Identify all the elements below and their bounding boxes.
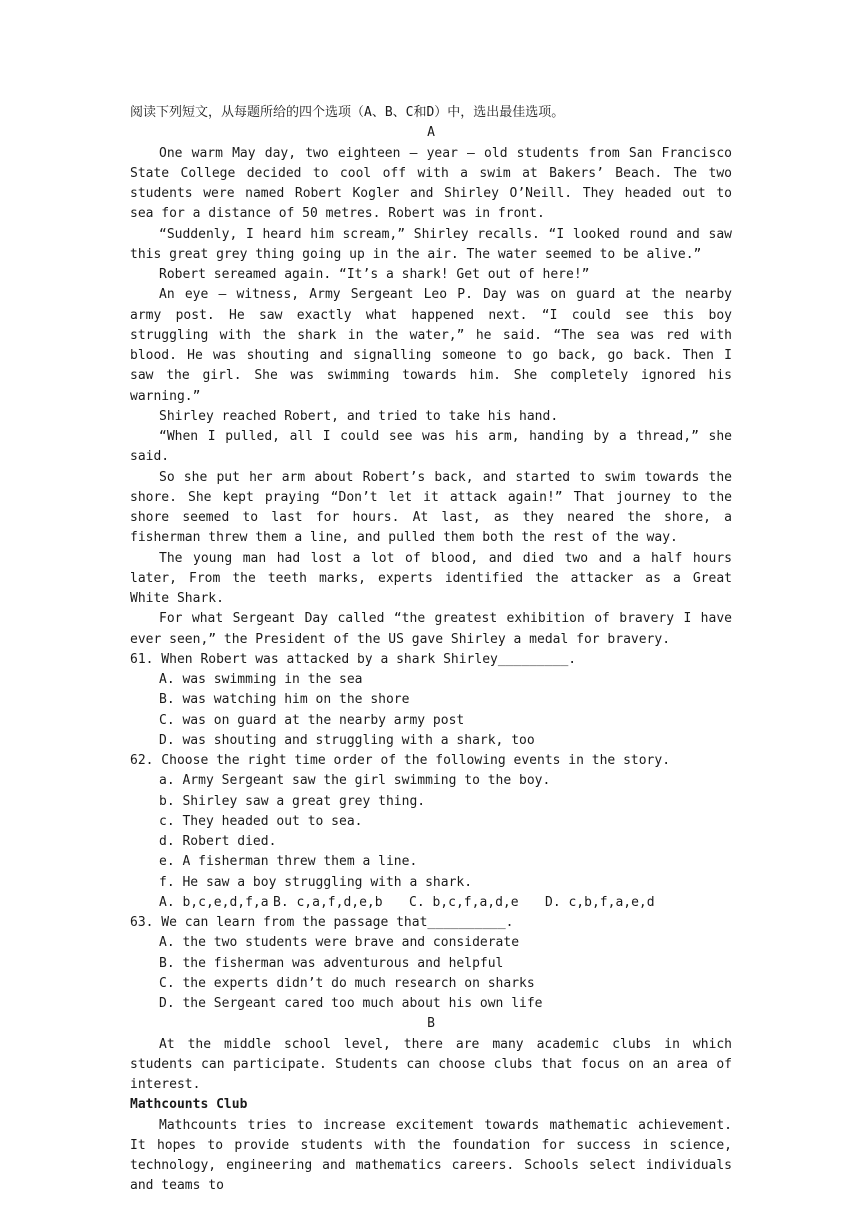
section-a-letter: A bbox=[427, 125, 435, 141]
passage-a-paragraph-1: One warm May day, two eighteen – year – old students from San Francisco State College decided to cool off with a swim at Bakers’ Beach. The two students were named Robert Kogler and Shirley O’Neill. They headed out to sea for a distance of 50 metres. Robert was in front. bbox=[130, 145, 732, 222]
passage-a-paragraph-6: “When I pulled, all I could see was his arm, handing by a thread,” she said. bbox=[130, 429, 732, 465]
passage-b-intro: At the middle school level, there are many academic clubs in which students can participate. Students can choose clubs that focus on an area of interest. bbox=[130, 1036, 732, 1092]
question-62-event-b: b. Shirley saw a great grey thing. bbox=[159, 793, 426, 809]
instruction-text: 阅读下列短文，从每题所给的四个选项（A、B、C和D）中，选出最佳选项。 bbox=[130, 105, 565, 120]
passage-a-paragraph-9: For what Sergeant Day called “the greatest exhibition of bravery I have ever seen,” the President of the US gave Shirley a medal for bravery. bbox=[130, 611, 732, 647]
mathcounts-club-heading: Mathcounts Club bbox=[130, 1097, 248, 1113]
question-62-option-d: D. c,b,f,a,e,d bbox=[545, 894, 655, 910]
question-63-option-b: B. the fisherman was adventurous and helpful bbox=[159, 955, 504, 971]
question-63-stem: 63. We can learn from the passage that__________. bbox=[130, 915, 514, 930]
question-61-option-a: A. was swimming in the sea bbox=[159, 672, 363, 687]
question-62-options bbox=[130, 893, 732, 913]
question-62-event-a: a. Army Sergeant saw the girl swimming to the boy. bbox=[159, 773, 551, 789]
question-62-option-a: A. b,c,e,d,f,a bbox=[159, 894, 269, 910]
question-63-option-c: C. the experts didn’t do much research on sharks bbox=[159, 975, 535, 991]
passage-a-paragraph-7: So she put her arm about Robert’s back, and started to swim towards the shore. She kept praying “Don’t let it attack again!” That journey to the shore seemed to last for hours. At last, as they neared the shore, a fisherman threw them a line, and pulled them both the rest of the way. bbox=[130, 469, 732, 546]
question-62-stem: 62. Choose the right time order of the following events in the story. bbox=[130, 753, 671, 768]
question-61-option-c: C. was on guard at the nearby army post bbox=[159, 712, 465, 728]
question-62-event-c: c. They headed out to sea. bbox=[159, 813, 363, 829]
passage-a-paragraph-5: Shirley reached Robert, and tried to take his hand. bbox=[159, 408, 559, 424]
question-62-option-b: B. c,a,f,d,e,b bbox=[273, 894, 383, 910]
question-61-option-b: B. was watching him on the shore bbox=[159, 692, 410, 708]
question-62-event-e: e. A fisherman threw them a line. bbox=[159, 854, 418, 870]
passage-a-paragraph-3: Robert sereamed again. “It’s a shark! Get out of here!” bbox=[159, 267, 590, 282]
passage-a-paragraph-2: “Suddenly, I heard him scream,” Shirley recalls. “I looked round and saw this great grey thing going up in the air. The water seemed to be alive.” bbox=[130, 226, 732, 262]
question-62-option-c: C. b,c,f,a,d,e bbox=[409, 894, 519, 910]
question-61-stem: 61. When Robert was attacked by a shark Shirley_________. bbox=[130, 651, 577, 667]
passage-a-paragraph-4: An eye – witness, Army Sergeant Leo P. Day was on guard at the nearby army post. He saw exactly what happened next. “I could see this boy struggling with the shark in the water,” he said. “The sea was red with blood. He was shouting and signalling someone to go back, go back. Then I saw the girl. She was swimming towards him. She completely ignored his warning.” bbox=[130, 287, 732, 404]
section-b-letter: B bbox=[427, 1016, 435, 1032]
question-63-option-a: A. the two students were brave and considerate bbox=[159, 935, 520, 951]
question-62-event-d: d. Robert died. bbox=[159, 834, 277, 849]
passage-a-paragraph-8: The young man had lost a lot of blood, and died two and a half hours later, From the teeth marks, experts identified the attacker as a Great White Shark. bbox=[130, 550, 732, 606]
question-62-event-f: f. He saw a boy struggling with a shark. bbox=[159, 874, 473, 890]
document-page bbox=[130, 103, 732, 1197]
passage-b-paragraph-1: Mathcounts tries to increase excitement towards mathematic achievement. It hopes to provide students with the foundation for success in science, technology, engineering and mathematics careers. Schools select individuals and teams to bbox=[130, 1117, 732, 1194]
question-61-option-d: D. was shouting and struggling with a shark, too bbox=[159, 732, 535, 748]
question-63-option-d: D. the Sergeant cared too much about his own life bbox=[159, 996, 543, 1011]
